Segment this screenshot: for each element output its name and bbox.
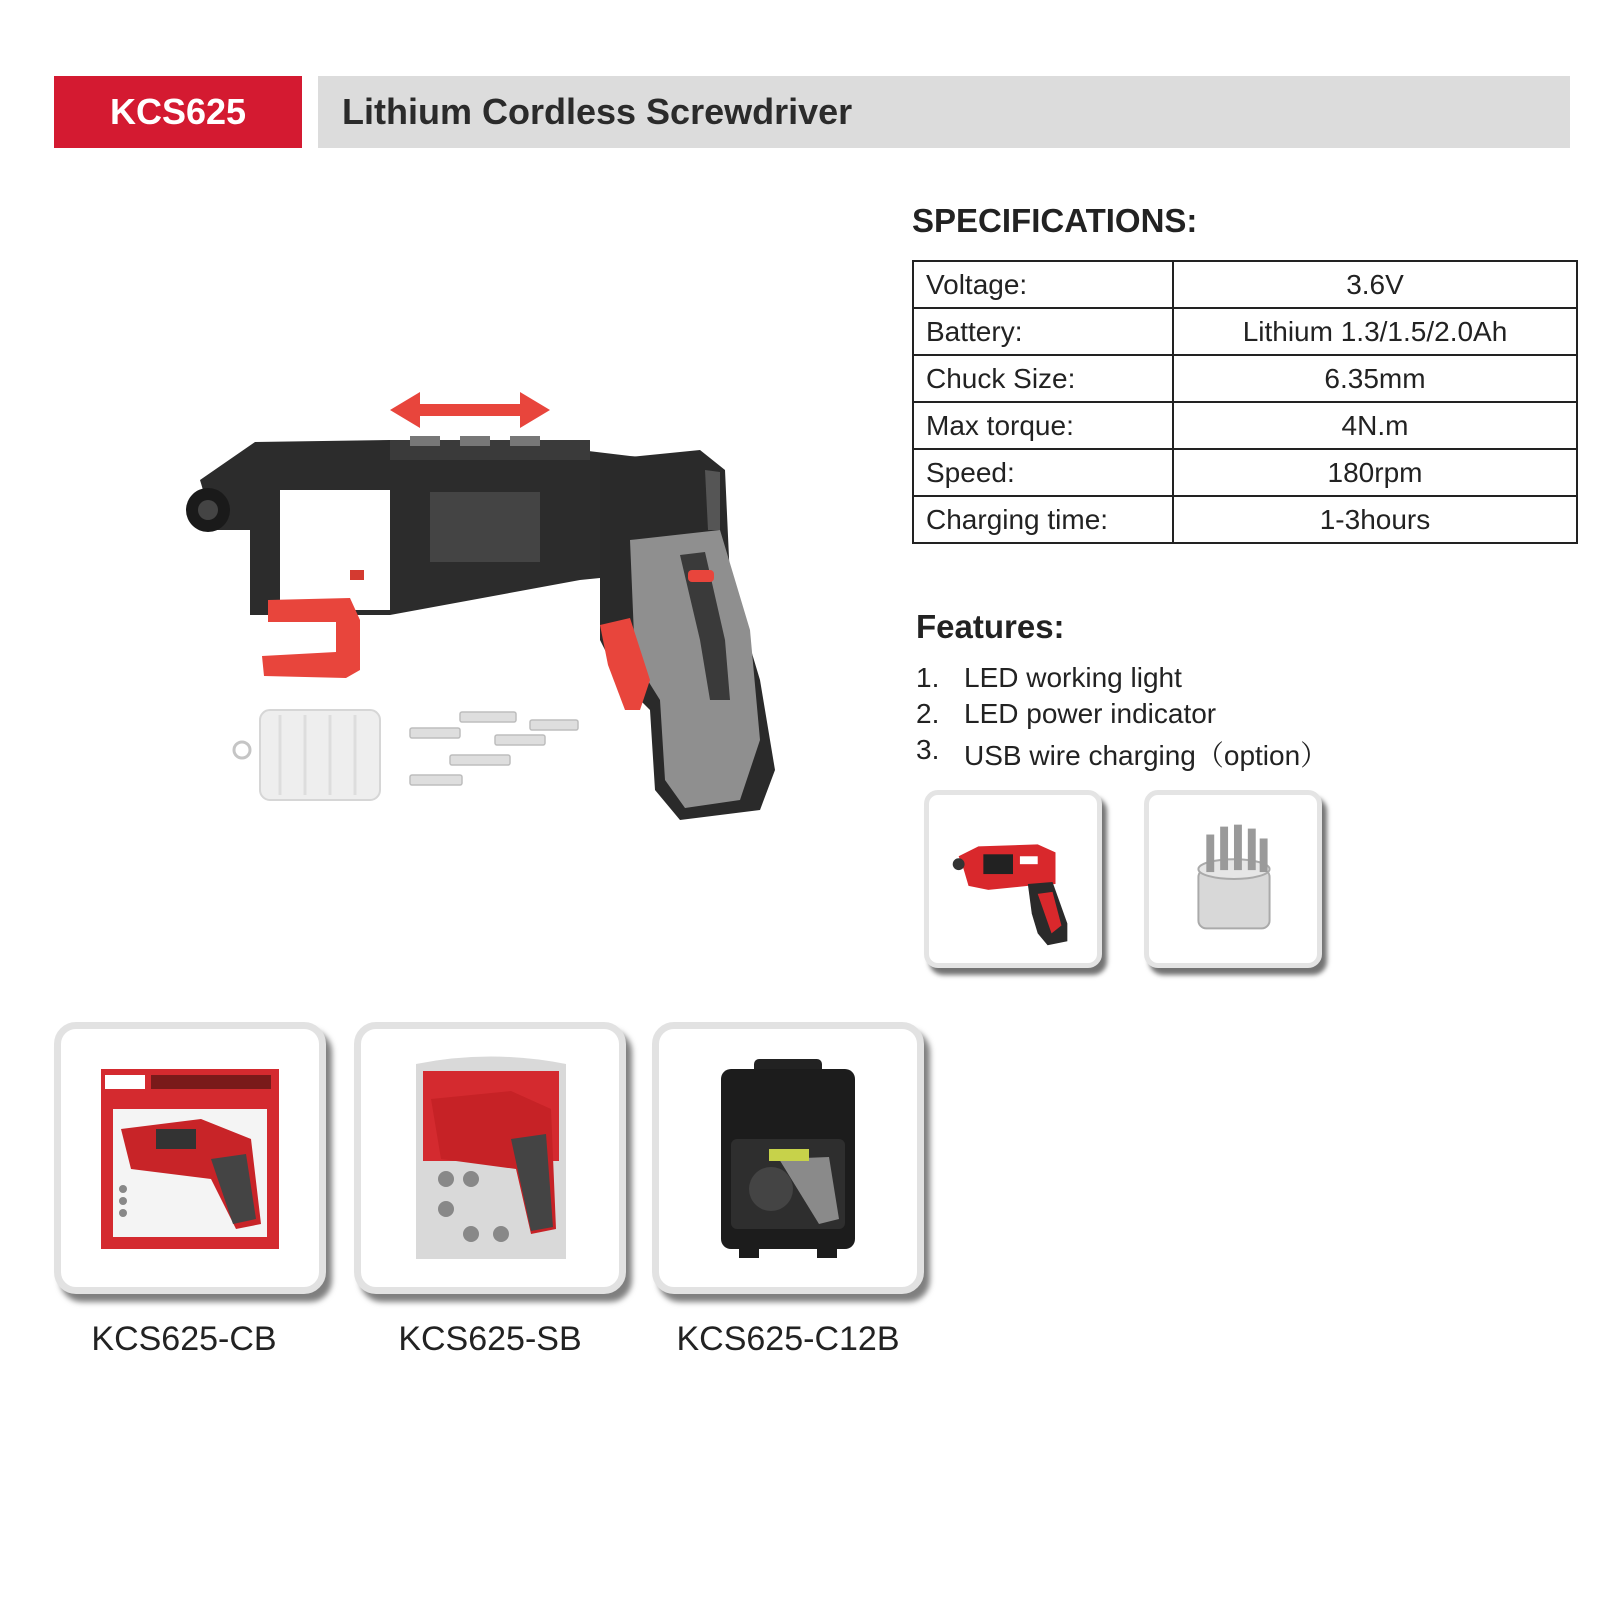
specifications-table — [912, 260, 1578, 544]
list-item — [916, 734, 1328, 770]
package-carry-case-image — [652, 1022, 924, 1294]
feature-number: 3. — [916, 734, 940, 765]
spec-row — [913, 496, 1577, 543]
feature-text: USB wire charging（option） — [964, 740, 1329, 771]
spec-value: 1-3hours — [1173, 496, 1577, 543]
spec-label: Battery: — [913, 308, 1173, 355]
spec-row — [913, 261, 1577, 308]
bit-holder-thumbnail — [1144, 790, 1322, 968]
feature-text: LED power indicator — [964, 698, 1217, 729]
feature-text: LED working light — [964, 662, 1182, 693]
spec-row — [913, 449, 1577, 496]
spec-value: Lithium 1.3/1.5/2.0Ah — [1173, 308, 1577, 355]
package-label-sb: KCS625-SB — [398, 1320, 582, 1358]
package-blister-card-image — [354, 1022, 626, 1294]
spec-label: Voltage: — [913, 261, 1173, 308]
spec-label: Chuck Size: — [913, 355, 1173, 402]
slide-arrow-icon — [390, 392, 550, 428]
spec-value: 3.6V — [1173, 261, 1577, 308]
model-badge: KCS625 — [54, 76, 302, 148]
specifications-heading: SPECIFICATIONS: — [912, 202, 1198, 239]
spec-label: Charging time: — [913, 496, 1173, 543]
spec-label: Speed: — [913, 449, 1173, 496]
features-list — [916, 662, 1328, 770]
feature-number: 2. — [916, 698, 940, 729]
spec-value: 4N.m — [1173, 402, 1577, 449]
spec-value: 6.35mm — [1173, 355, 1577, 402]
features-heading: Features: — [916, 608, 1065, 645]
spec-row — [913, 355, 1577, 402]
screwdriver-hero-image — [160, 380, 840, 880]
package-color-box-image — [54, 1022, 326, 1294]
spec-label: Max torque: — [913, 402, 1173, 449]
page-title: Lithium Cordless Screwdriver — [318, 76, 1570, 148]
package-label-c12b: KCS625-C12B — [676, 1320, 900, 1358]
feature-number: 1. — [916, 662, 940, 693]
list-item — [916, 698, 1328, 734]
spec-row — [913, 308, 1577, 355]
spec-row — [913, 402, 1577, 449]
package-label-cb: KCS625-CB — [91, 1320, 277, 1358]
red-screwdriver-thumbnail — [924, 790, 1102, 968]
spec-value: 180rpm — [1173, 449, 1577, 496]
list-item — [916, 662, 1328, 698]
